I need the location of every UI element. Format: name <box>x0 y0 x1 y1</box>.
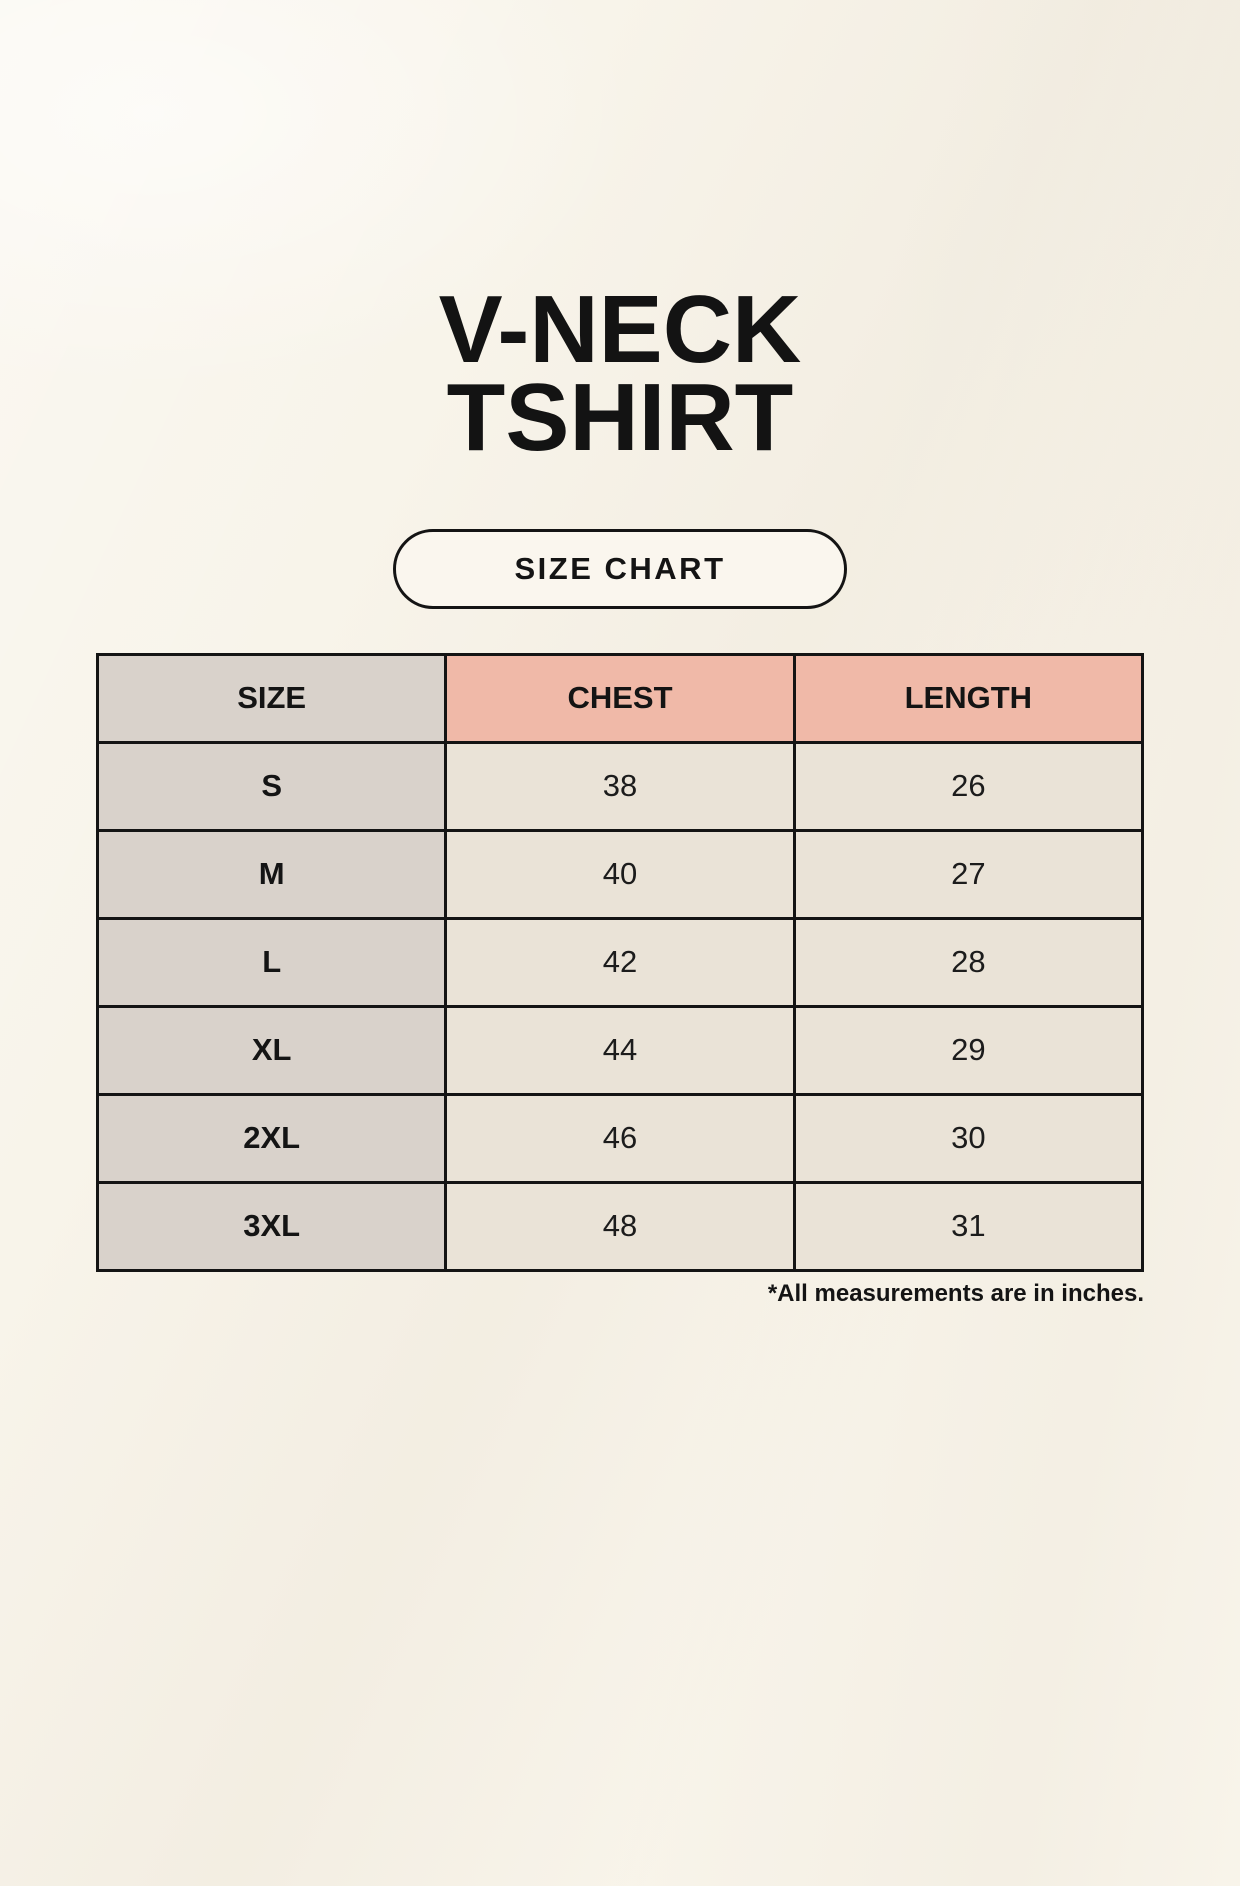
size-cell: L <box>98 918 446 1006</box>
column-header-chest: CHEST <box>446 654 794 742</box>
page-title-line-1: V-NECK <box>438 276 802 383</box>
size-chart-button[interactable] <box>393 529 847 609</box>
chest-cell: 40 <box>446 830 794 918</box>
size-chart-button-label: SIZE CHART <box>514 550 726 586</box>
size-cell: S <box>98 742 446 830</box>
length-cell: 31 <box>794 1182 1142 1270</box>
length-cell: 28 <box>794 918 1142 1006</box>
table-row <box>98 1182 1143 1270</box>
column-header-size: SIZE <box>98 654 446 742</box>
chest-cell: 46 <box>446 1094 794 1182</box>
size-cell: 3XL <box>98 1182 446 1270</box>
table-header-row <box>98 654 1143 742</box>
size-cell: XL <box>98 1006 446 1094</box>
measurements-footnote: *All measurements are in inches. <box>767 1279 1144 1307</box>
page-title <box>0 276 1240 472</box>
length-cell: 26 <box>794 742 1142 830</box>
chest-cell: 44 <box>446 1006 794 1094</box>
size-table <box>96 653 1144 1272</box>
table-row <box>98 1094 1143 1182</box>
length-cell: 27 <box>794 830 1142 918</box>
size-cell: 2XL <box>98 1094 446 1182</box>
page-title-line-2: TSHIRT <box>446 364 794 472</box>
size-cell: M <box>98 830 446 918</box>
length-cell: 30 <box>794 1094 1142 1182</box>
column-header-length: LENGTH <box>794 654 1142 742</box>
chest-cell: 42 <box>446 918 794 1006</box>
table-row <box>98 1006 1143 1094</box>
table-row <box>98 742 1143 830</box>
length-cell: 29 <box>794 1006 1142 1094</box>
chest-cell: 48 <box>446 1182 794 1270</box>
table-row <box>98 830 1143 918</box>
chest-cell: 38 <box>446 742 794 830</box>
table-row <box>98 918 1143 1006</box>
